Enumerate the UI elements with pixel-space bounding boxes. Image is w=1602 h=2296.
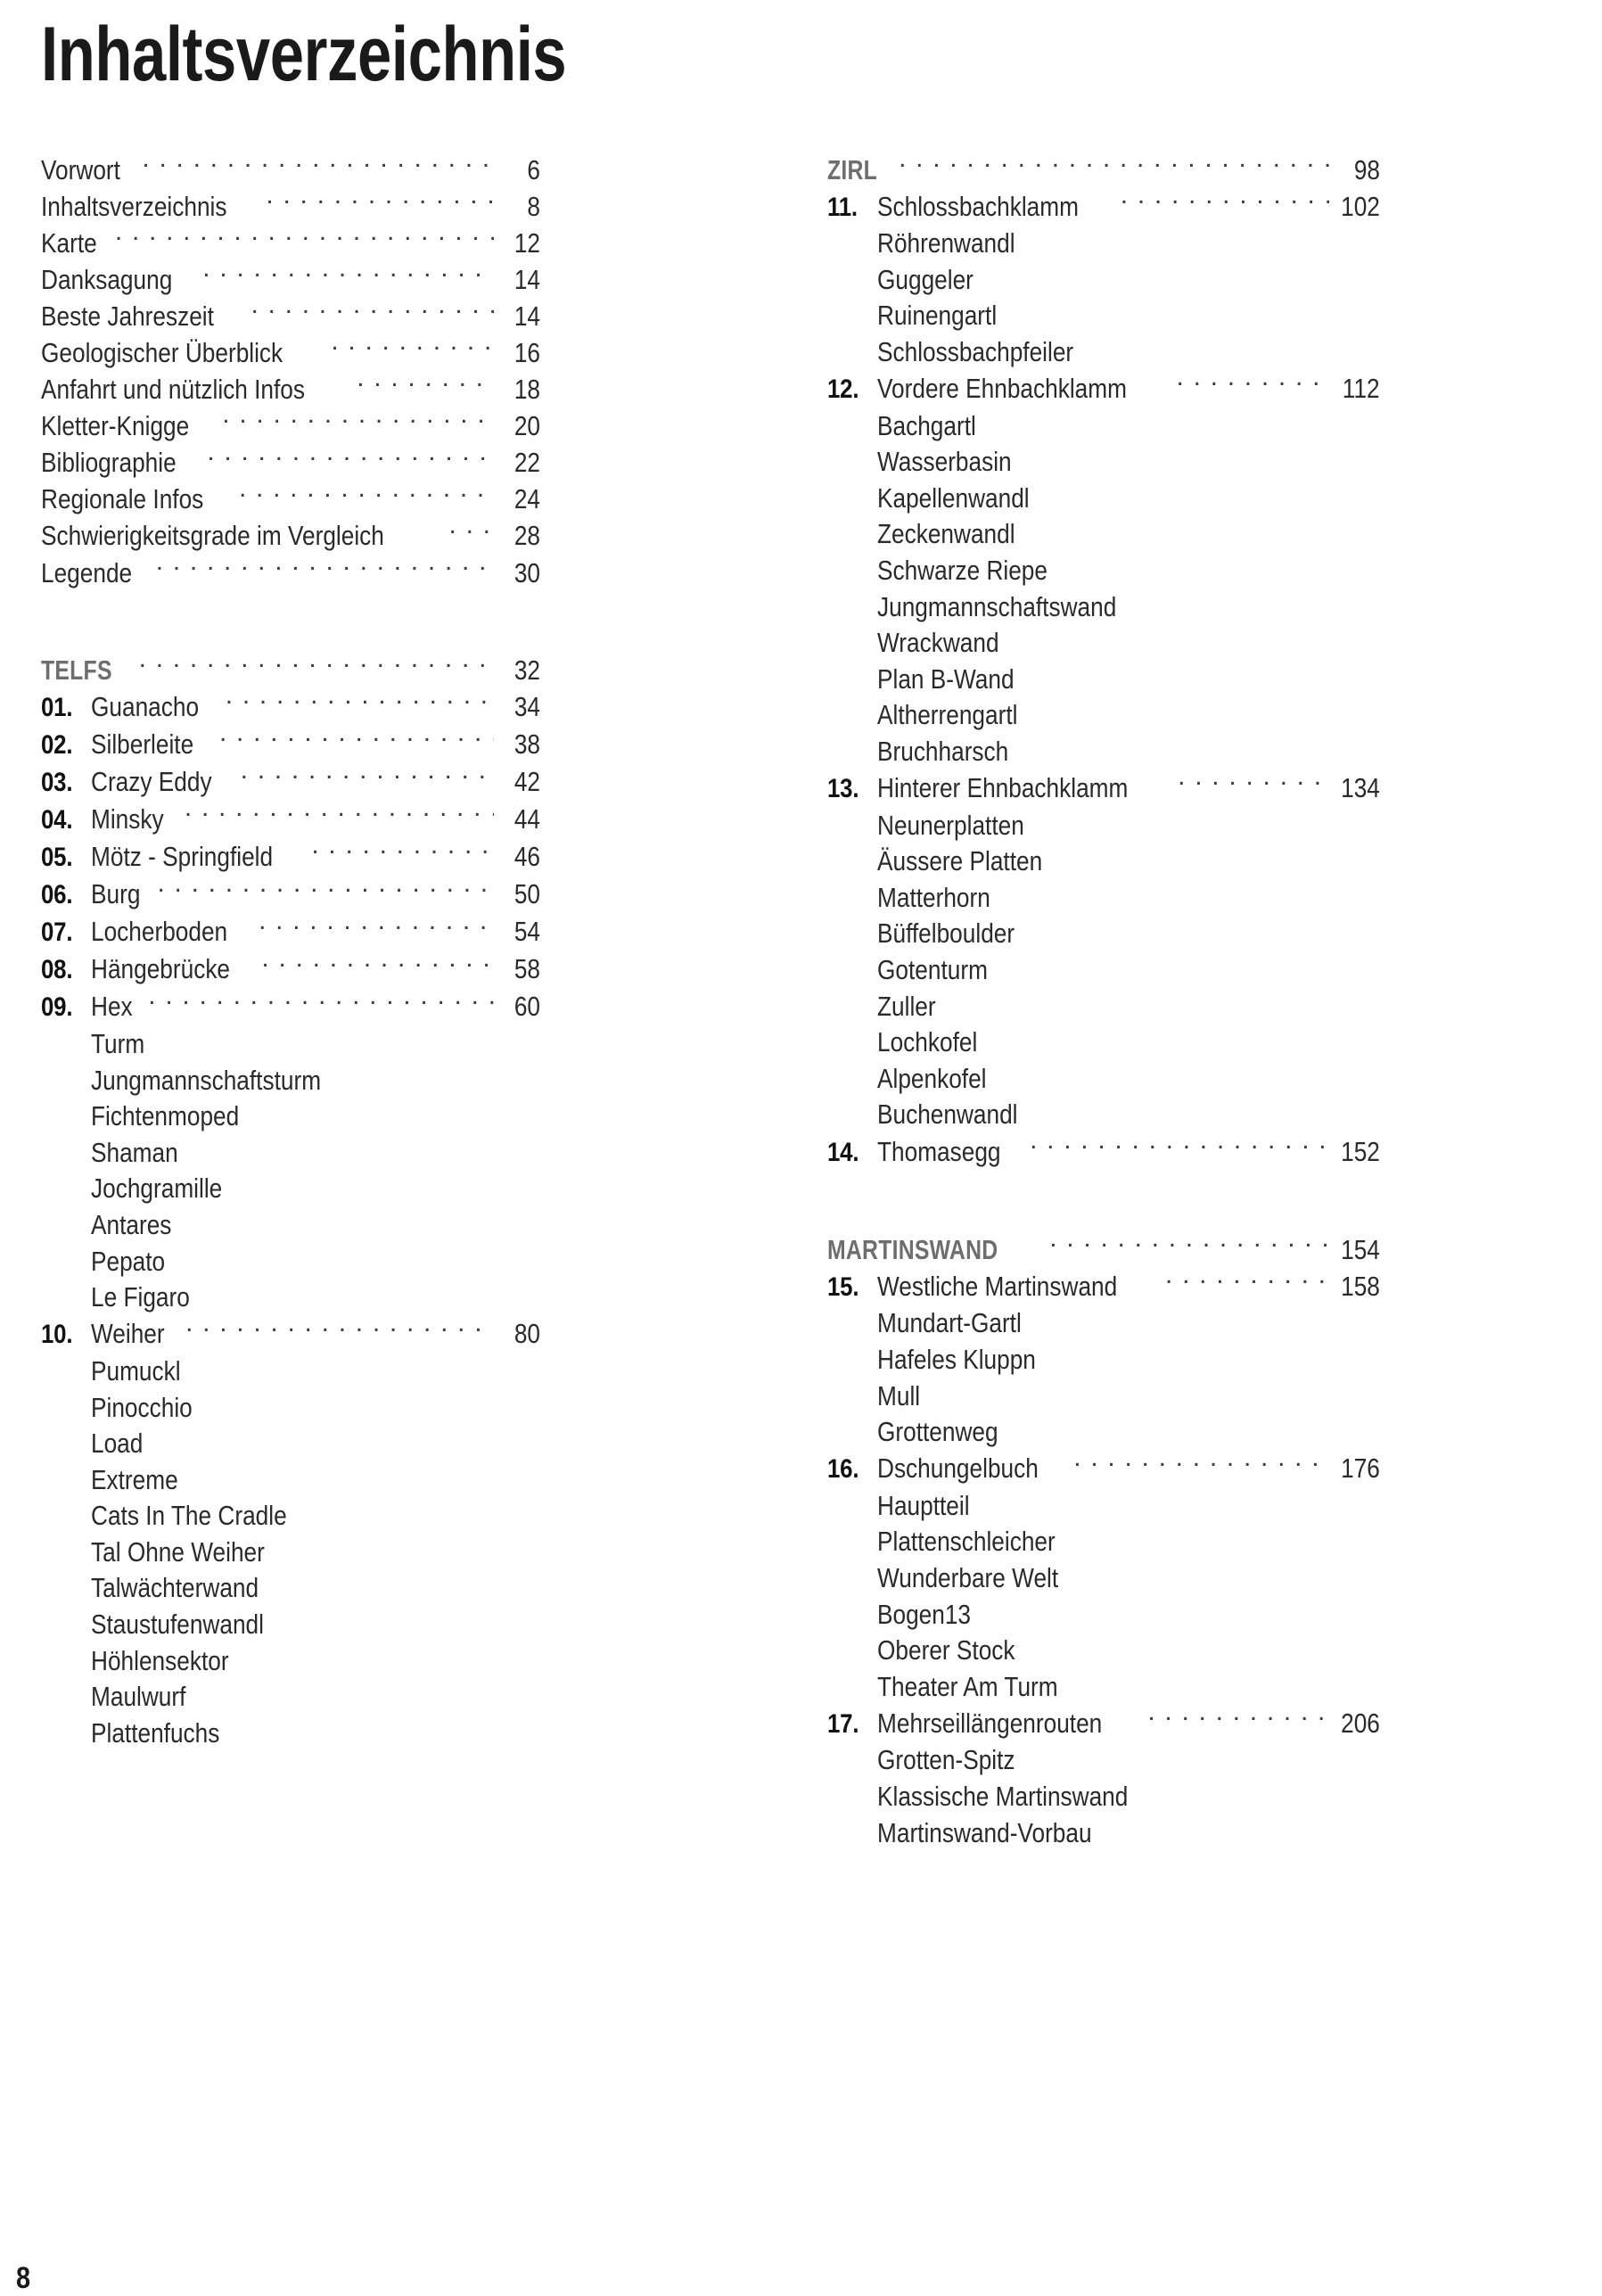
sub-route-label: Martinswand-Vorbau xyxy=(877,1817,1092,1848)
sub-route-label: Wasserbasin xyxy=(877,447,1012,478)
sub-route-item[interactable] xyxy=(827,408,1380,445)
entry-label: Weiher xyxy=(91,1319,165,1350)
sub-route-label: Neunerplatten xyxy=(877,810,1024,841)
entry-label: Westliche Martinswand xyxy=(877,1271,1118,1302)
sub-route-label: Talwächterwand xyxy=(91,1573,259,1604)
dot-leader xyxy=(311,839,494,867)
entry-page-number: 20 xyxy=(513,411,540,442)
page-title: Inhaltsverzeichnis xyxy=(41,12,567,97)
sub-route-item[interactable] xyxy=(827,481,1380,517)
entry-number: 05. xyxy=(41,843,73,873)
entry-page-number: 152 xyxy=(1341,1136,1380,1167)
entry-page-number: 54 xyxy=(513,917,540,948)
sub-route-label: Pinocchio xyxy=(91,1392,193,1423)
section-header-telfs[interactable] xyxy=(41,652,540,688)
entry-page-number: 18 xyxy=(513,374,540,406)
entry-number: 12. xyxy=(827,374,859,405)
sub-route-label: Extreme xyxy=(91,1464,178,1495)
entry-number: 09. xyxy=(41,992,73,1023)
entry-number: 01. xyxy=(41,692,73,722)
sub-route-label: Klassische Martinswand xyxy=(877,1782,1129,1813)
entry-label: Kletter-Knigge xyxy=(41,411,190,442)
entry-number: 06. xyxy=(41,880,73,910)
sub-route-label: Zeckenwandl xyxy=(877,519,1015,550)
dot-leader xyxy=(202,261,494,289)
entry-page-number: 46 xyxy=(513,842,540,873)
sub-route-label: Bogen13 xyxy=(877,1599,972,1630)
route-entry[interactable] xyxy=(41,989,540,1026)
dot-leader xyxy=(251,298,494,325)
sub-route-label: Cats In The Cradle xyxy=(91,1501,287,1532)
entry-page-number: 30 xyxy=(513,557,540,588)
route-entry[interactable] xyxy=(41,876,540,914)
route-entry[interactable] xyxy=(41,802,540,839)
front-matter-entry[interactable] xyxy=(41,372,540,408)
sub-route-item[interactable] xyxy=(41,1354,540,1390)
front-matter-entry[interactable] xyxy=(41,408,540,445)
entry-number: 16. xyxy=(827,1454,859,1485)
entry-label: Geologischer Überblick xyxy=(41,337,283,368)
entry-page-number: 32 xyxy=(513,654,540,686)
route-entry[interactable] xyxy=(827,1268,1380,1305)
entry-label: Mötz - Springfield xyxy=(91,842,274,873)
section-header-zirl[interactable] xyxy=(827,152,1380,188)
entry-page-number: 24 xyxy=(513,484,540,515)
sub-route-item[interactable] xyxy=(827,1779,1380,1815)
entry-page-number: 8 xyxy=(527,191,540,222)
section-spacer xyxy=(41,591,540,621)
entry-page-number: 42 xyxy=(513,766,540,797)
entry-number: 10. xyxy=(41,1320,73,1350)
sub-route-label: Zuller xyxy=(877,991,936,1022)
sub-route-item[interactable] xyxy=(827,1597,1380,1634)
front-matter-entry[interactable] xyxy=(41,555,540,591)
sub-route-label: Hafeles Kluppn xyxy=(877,1344,1036,1375)
entry-label: Mehrseillängenrouten xyxy=(877,1708,1103,1739)
sub-route-item[interactable] xyxy=(41,1462,540,1499)
front-matter-entry[interactable] xyxy=(41,225,540,261)
entry-label: Thomasegg xyxy=(877,1136,1001,1167)
sub-route-label: Oberer Stock xyxy=(877,1635,1015,1666)
dot-leader xyxy=(156,555,494,582)
sub-route-item[interactable] xyxy=(41,1679,540,1716)
entry-label: Locherboden xyxy=(91,917,228,948)
sub-route-label: Mull xyxy=(877,1380,921,1411)
sub-route-item[interactable] xyxy=(827,734,1380,770)
sub-route-label: Röhrenwandl xyxy=(877,228,1015,259)
sub-route-label: Bruchharsch xyxy=(877,737,1009,767)
dot-leader xyxy=(1178,770,1329,798)
dot-leader xyxy=(266,188,494,216)
entry-label: MARTINSWAND xyxy=(827,1233,998,1265)
dot-leader xyxy=(157,876,494,904)
front-matter-entry[interactable] xyxy=(41,518,540,555)
entry-page-number: 58 xyxy=(513,954,540,985)
sub-route-item[interactable] xyxy=(827,844,1380,880)
sub-route-label: Äussere Platten xyxy=(877,846,1043,877)
entry-label: Burg xyxy=(91,879,141,910)
sub-route-label: Le Figaro xyxy=(91,1282,190,1313)
route-entry[interactable] xyxy=(41,951,540,989)
sub-route-item[interactable] xyxy=(41,1643,540,1680)
dot-leader xyxy=(1165,1268,1329,1296)
sub-route-item[interactable] xyxy=(827,1414,1380,1451)
entry-label: Karte xyxy=(41,227,97,259)
sub-route-label: Alpenkofel xyxy=(877,1063,987,1094)
entry-page-number: 14 xyxy=(513,300,540,332)
entry-label: Hinterer Ehnbachklamm xyxy=(877,773,1129,804)
dot-leader xyxy=(219,726,494,753)
entry-label: ZIRL xyxy=(827,153,878,185)
sub-route-label: Grottenweg xyxy=(877,1417,998,1448)
entry-number: 13. xyxy=(827,774,859,804)
page-folio: 8 xyxy=(16,2261,31,2295)
front-matter-entry[interactable] xyxy=(41,334,540,371)
sub-route-item[interactable] xyxy=(41,1535,540,1571)
sub-route-label: Höhlensektor xyxy=(91,1645,229,1676)
entry-page-number: 176 xyxy=(1341,1453,1380,1485)
section-header-martinswand[interactable] xyxy=(827,1231,1380,1268)
dot-leader xyxy=(1147,1705,1329,1732)
front-matter-entry[interactable] xyxy=(41,481,540,518)
dot-leader xyxy=(185,802,494,829)
front-matter-entry[interactable] xyxy=(41,298,540,334)
route-entry[interactable] xyxy=(827,1133,1380,1171)
sub-route-label: Plan B-Wand xyxy=(877,663,1015,695)
sub-route-item[interactable] xyxy=(827,989,1380,1025)
sub-route-label: Shaman xyxy=(91,1137,178,1168)
route-entry[interactable] xyxy=(827,1705,1380,1742)
entry-label: TELFS xyxy=(41,654,112,686)
sub-route-label: Pumuckl xyxy=(91,1355,181,1387)
sub-route-label: Büffelboulder xyxy=(877,918,1015,950)
section-spacer xyxy=(827,1171,1380,1201)
route-entry[interactable] xyxy=(41,839,540,876)
sub-route-item[interactable] xyxy=(41,1207,540,1244)
entry-number: 17. xyxy=(827,1708,859,1739)
sub-route-label: Wunderbare Welt xyxy=(877,1562,1059,1593)
sub-route-item[interactable] xyxy=(827,952,1380,989)
entry-label: Regionale Infos xyxy=(41,484,204,515)
route-entry[interactable] xyxy=(41,914,540,951)
sub-route-item[interactable] xyxy=(827,662,1380,698)
entry-label: Silberleite xyxy=(91,728,194,760)
entry-page-number: 14 xyxy=(513,264,540,295)
dot-leader xyxy=(331,334,494,362)
sub-route-item[interactable] xyxy=(827,1742,1380,1779)
entry-number: 08. xyxy=(41,955,73,985)
sub-route-item[interactable] xyxy=(41,1244,540,1280)
dot-leader xyxy=(261,951,494,979)
entry-label: Vorwort xyxy=(41,154,120,185)
sub-route-label: Staustufenwandl xyxy=(91,1609,264,1641)
dot-leader xyxy=(148,989,494,1016)
dot-leader xyxy=(259,914,494,942)
sub-route-label: Jungmannschaftswand xyxy=(877,591,1117,622)
front-matter-entry[interactable] xyxy=(41,445,540,481)
entry-page-number: 112 xyxy=(1343,374,1380,405)
dot-leader xyxy=(142,152,494,179)
sub-route-label: Buchenwandl xyxy=(877,1099,1018,1131)
sub-route-label: Bachgartl xyxy=(877,410,976,441)
sub-route-label: Mundart-Gartl xyxy=(877,1308,1022,1339)
entry-number: 03. xyxy=(41,767,73,797)
sub-route-item[interactable] xyxy=(827,625,1380,662)
sub-route-item[interactable] xyxy=(41,1390,540,1427)
sub-route-label: Hauptteil xyxy=(877,1490,970,1521)
sub-route-label: Wrackwand xyxy=(877,628,999,659)
entry-page-number: 134 xyxy=(1341,773,1380,804)
sub-route-item[interactable] xyxy=(41,1498,540,1535)
sub-route-label: Turm xyxy=(91,1029,145,1060)
entry-number: 02. xyxy=(41,729,73,760)
sub-route-item[interactable] xyxy=(827,1815,1380,1852)
sub-route-item[interactable] xyxy=(827,1097,1380,1133)
sub-route-item[interactable] xyxy=(41,1026,540,1063)
entry-label: Minsky xyxy=(91,804,164,835)
dot-leader xyxy=(241,763,494,791)
entry-label: Anfahrt und nützlich Infos xyxy=(41,374,306,406)
sub-route-item[interactable] xyxy=(41,1099,540,1135)
entry-page-number: 206 xyxy=(1341,1708,1380,1739)
entry-label: Schwierigkeitsgrade im Vergleich xyxy=(41,521,384,552)
dot-leader xyxy=(1073,1451,1329,1478)
route-entry[interactable] xyxy=(41,688,540,726)
dot-leader xyxy=(1177,371,1332,399)
sub-route-item[interactable] xyxy=(41,1426,540,1462)
sub-route-item[interactable] xyxy=(41,1063,540,1099)
route-entry[interactable] xyxy=(41,726,540,763)
sub-route-item[interactable] xyxy=(827,298,1380,334)
sub-route-item[interactable] xyxy=(827,589,1380,626)
sub-route-label: Schlossbachpfeiler xyxy=(877,336,1074,367)
entry-page-number: 6 xyxy=(527,154,540,185)
dot-leader xyxy=(115,225,494,252)
dot-leader xyxy=(1030,1133,1329,1161)
sub-route-label: Plattenschleicher xyxy=(877,1527,1056,1558)
toc-column-left xyxy=(41,152,540,1851)
entry-page-number: 34 xyxy=(513,691,540,722)
dot-leader xyxy=(449,518,494,546)
dot-leader xyxy=(207,445,494,473)
route-entry[interactable] xyxy=(827,188,1380,226)
toc-column-right xyxy=(827,152,1380,1851)
sub-route-item[interactable] xyxy=(827,1524,1380,1560)
entry-page-number: 16 xyxy=(513,337,540,368)
entry-page-number: 154 xyxy=(1341,1234,1380,1265)
entry-label: Schlossbachklamm xyxy=(877,191,1079,222)
route-entry[interactable] xyxy=(41,1316,540,1354)
front-matter-entry[interactable] xyxy=(41,188,540,225)
sub-route-item[interactable] xyxy=(827,1305,1380,1342)
entry-label: Vordere Ehnbachklamm xyxy=(877,374,1127,405)
entry-number: 07. xyxy=(41,918,73,948)
entry-label: Hex xyxy=(91,992,133,1023)
entry-page-number: 22 xyxy=(513,448,540,479)
dot-leader xyxy=(185,1316,494,1344)
entry-page-number: 60 xyxy=(513,992,540,1023)
sub-route-label: Kapellenwandl xyxy=(877,482,1030,514)
sub-route-item[interactable] xyxy=(827,1560,1380,1597)
sub-route-label: Plattenfuchs xyxy=(91,1717,220,1749)
sub-route-item[interactable] xyxy=(827,516,1380,553)
sub-route-label: Maulwurf xyxy=(91,1682,186,1713)
entry-label: Guanacho xyxy=(91,691,200,722)
dot-leader xyxy=(1121,188,1329,216)
sub-route-item[interactable] xyxy=(827,1025,1380,1061)
entry-label: Bibliographie xyxy=(41,448,177,479)
entry-page-number: 28 xyxy=(513,521,540,552)
front-matter-entry[interactable] xyxy=(41,152,540,188)
sub-route-item[interactable] xyxy=(41,1570,540,1607)
sub-route-item[interactable] xyxy=(827,226,1380,262)
sub-route-item[interactable] xyxy=(41,1280,540,1316)
entry-label: Danksagung xyxy=(41,264,173,295)
route-entry[interactable] xyxy=(827,1451,1380,1488)
sub-route-item[interactable] xyxy=(827,1669,1380,1706)
route-entry[interactable] xyxy=(41,763,540,801)
front-matter-entry[interactable] xyxy=(41,261,540,298)
entry-number: 04. xyxy=(41,805,73,835)
entry-page-number: 80 xyxy=(513,1319,540,1350)
dot-leader xyxy=(139,652,494,679)
sub-route-item[interactable] xyxy=(827,1488,1380,1525)
sub-route-item[interactable] xyxy=(827,444,1380,481)
dot-leader xyxy=(226,688,494,716)
entry-page-number: 102 xyxy=(1341,191,1380,222)
sub-route-label: Altherrengartl xyxy=(877,700,1018,731)
sub-route-item[interactable] xyxy=(827,1378,1380,1415)
sub-route-label: Ruinengartl xyxy=(877,300,998,332)
sub-route-label: Jungmannschaftsturm xyxy=(91,1065,322,1096)
sub-route-label: Gotenturm xyxy=(877,955,988,986)
sub-route-item[interactable] xyxy=(827,1342,1380,1378)
entry-page-number: 98 xyxy=(1353,154,1380,185)
sub-route-item[interactable] xyxy=(41,1607,540,1643)
sub-route-item[interactable] xyxy=(827,1061,1380,1098)
dot-leader xyxy=(239,481,494,509)
sub-route-item[interactable] xyxy=(827,808,1380,844)
entry-number: 14. xyxy=(827,1137,859,1167)
sub-route-item[interactable] xyxy=(827,1633,1380,1669)
sub-route-label: Load xyxy=(91,1428,144,1460)
entry-label: Hängebrücke xyxy=(91,954,231,985)
dot-leader xyxy=(899,152,1334,179)
dot-leader xyxy=(357,372,494,399)
sub-route-item[interactable] xyxy=(827,334,1380,371)
entry-label: Dschungelbuch xyxy=(877,1453,1039,1485)
sub-route-item[interactable] xyxy=(41,1171,540,1207)
sub-route-item[interactable] xyxy=(41,1716,540,1752)
entry-label: Beste Jahreszeit xyxy=(41,300,214,332)
dot-leader xyxy=(222,408,494,436)
toc-columns xyxy=(0,152,1602,1851)
sub-route-label: Guggeler xyxy=(877,264,974,295)
entry-page-number: 38 xyxy=(513,728,540,760)
sub-route-label: Grotten-Spitz xyxy=(877,1745,1015,1776)
sub-route-item[interactable] xyxy=(827,553,1380,589)
entry-number: 11. xyxy=(827,192,858,222)
route-entry[interactable] xyxy=(827,770,1380,808)
sub-route-item[interactable] xyxy=(827,880,1380,917)
sub-route-item[interactable] xyxy=(827,262,1380,299)
sub-route-label: Schwarze Riepe xyxy=(877,555,1047,587)
entry-page-number: 50 xyxy=(513,879,540,910)
sub-route-label: Lochkofel xyxy=(877,1027,978,1058)
sub-route-item[interactable] xyxy=(827,697,1380,734)
sub-route-item[interactable] xyxy=(827,916,1380,952)
dot-leader xyxy=(1049,1231,1329,1259)
sub-route-label: Pepato xyxy=(91,1246,166,1277)
sub-route-label: Matterhorn xyxy=(877,882,990,913)
sub-route-item[interactable] xyxy=(41,1135,540,1172)
sub-route-label: Tal Ohne Weiher xyxy=(91,1536,265,1568)
entry-page-number: 44 xyxy=(513,804,540,835)
entry-number: 15. xyxy=(827,1271,859,1302)
sub-route-label: Jochgramille xyxy=(91,1173,223,1205)
entry-label: Inhaltsverzeichnis xyxy=(41,191,227,222)
sub-route-label: Antares xyxy=(91,1210,172,1241)
entry-page-number: 158 xyxy=(1341,1271,1380,1302)
entry-label: Crazy Eddy xyxy=(91,766,212,797)
entry-label: Legende xyxy=(41,557,133,588)
route-entry[interactable] xyxy=(827,371,1380,408)
entry-page-number: 12 xyxy=(513,227,540,259)
sub-route-label: Theater Am Turm xyxy=(877,1671,1058,1702)
sub-route-label: Fichtenmoped xyxy=(91,1101,240,1132)
